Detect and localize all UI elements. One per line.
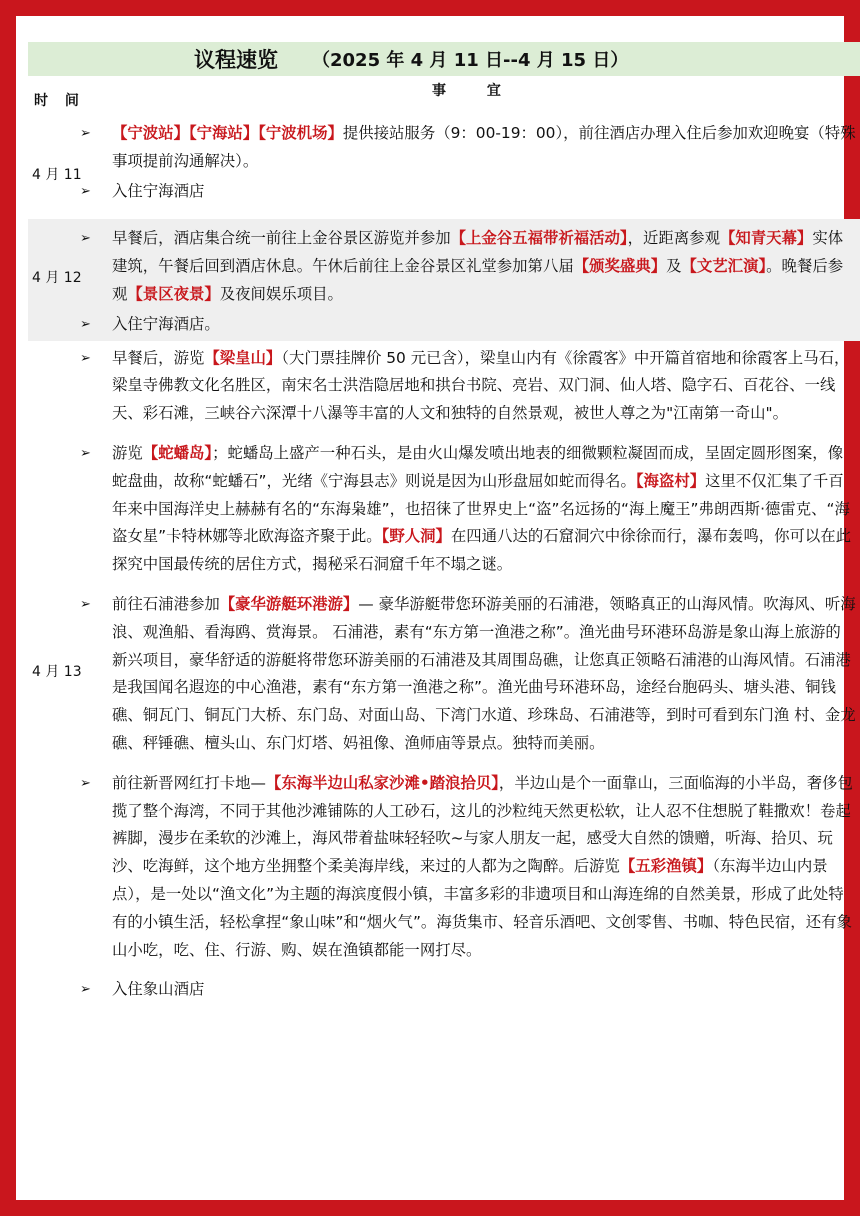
arrow-bullet-icon: ➢ — [80, 445, 91, 461]
item-text — [112, 976, 856, 1004]
title-bar — [28, 42, 860, 76]
plain-text: 提供接站服务（9：00-19：00），前往酒店办理入住后参加欢迎晚宴（特殊事项提前沟通解决）。 — [112, 124, 856, 170]
highlight-text: 【文艺汇演】 — [681, 257, 767, 276]
day-row-2 — [28, 341, 860, 1005]
agenda-item — [28, 770, 860, 965]
arrow-bullet-icon: ➢ — [80, 231, 91, 247]
column-matter-label: 事 宜 — [432, 83, 519, 99]
plain-text: ；蛇蟠岛上盛产一种石头，是由火山爆发喷出地表的细微颗粒凝固而成，呈固定圆形图案，像蛇盘曲，故称“蛇蟠石”，光绪《宁海县志》则说是因为山形盘屈如蛇而得名。 — [112, 443, 844, 490]
highlight-text: 【海盗村】 — [635, 471, 706, 490]
day-date: 4 月 12 — [32, 270, 82, 287]
highlight-text: 【景区夜景】 — [127, 284, 220, 303]
column-time-label: 时 间 — [34, 93, 85, 109]
day-date: 4 月 11 — [32, 167, 82, 183]
column-header — [28, 76, 860, 118]
plain-text: 及夜间娱乐项目。 — [219, 284, 343, 303]
item-text — [112, 440, 856, 579]
highlight-text: 【宁波站】【宁海站】【宁波机场】 — [112, 124, 343, 142]
plain-text: 。晚餐后参观 — [112, 257, 844, 303]
highlight-text: 【豪华游艇环港游】 — [219, 594, 359, 613]
highlight-text: 【上金谷五福带祈福活动】 — [450, 229, 628, 248]
plain-text: 实体建筑，午餐后回到酒店休息。午休后前往上金谷景区礼堂参加第八届 — [112, 229, 844, 276]
arrow-bullet-icon: ➢ — [80, 350, 91, 366]
agenda-item — [28, 311, 860, 339]
highlight-text: 【五彩渔镇】 — [619, 857, 713, 876]
agenda-item — [28, 591, 860, 758]
agenda-document — [28, 42, 860, 1004]
plain-text: 游览 — [112, 443, 143, 462]
plain-text: — 豪华游艇带您环游美丽的石浦港，领略真正的山海风情。吹海风、听海浪、观渔船、看海鸥、赏海景。 石浦港，素有“东方第一渔港之称”。渔光曲号环港环岛游是象山海上旅游的新兴项目，豪华舒适的游艇将带您环游美丽的石浦港及其周围岛礁，让您真正领略石浦港的山海风情。石浦港是我国闻名遐迩的中心渔港，素有“东方第一渔港之称”。渔光曲号环港环岛，途经台胞码头、塘头港、铜钱礁、铜瓦门、铜瓦门大桥、东门岛、对面山岛、下湾门水道、珍珠岛、石浦港等，到时可看到东门渔 村、金龙礁、秤锤礁、檀头山、东门灯塔、妈祖像、渔师庙等景点。独特而美丽。 — [112, 594, 856, 752]
item-text — [112, 770, 856, 965]
agenda-item — [28, 976, 860, 1004]
date-range: （2025 年 4 月 11 日--4 月 15 日） — [312, 50, 629, 71]
page-title: 议程速览 — [194, 48, 278, 72]
agenda-item — [28, 178, 860, 206]
arrow-bullet-icon: ➢ — [80, 982, 91, 998]
plain-text: 及 — [666, 257, 682, 276]
item-text — [112, 225, 856, 308]
plain-text: 入住宁海酒店。 — [112, 314, 220, 333]
plain-text: （东海半边山内景点），是一处以“渔文化”为主题的海滨度假小镇，丰富多彩的非遗项目和山海连绵的自然美景，形成了此处特有的小镇生活，轻松拿捏“象山味”和“烟火气”。海货集市、轻音乐酒吧、文创零售、书咖、特色民宿，还有象山小吃，吃、住、行游、购、娱在渔镇都能一网打尽。 — [112, 857, 852, 959]
plain-text: 早餐后，酒店集合统一前往上金谷景区游览并参加 — [112, 229, 451, 248]
plain-text: ，近距离参观 — [627, 229, 720, 248]
plain-text: 入住宁海酒店 — [112, 181, 205, 200]
arrow-bullet-icon: ➢ — [80, 775, 91, 791]
agenda-item — [28, 120, 860, 176]
plain-text: 早餐后，游览 — [112, 348, 205, 367]
item-text — [112, 120, 856, 176]
day-date: 4 月 13 — [32, 663, 82, 680]
agenda-item — [28, 345, 860, 428]
highlight-text: 【东海半边山私家沙滩•踏浪拾贝】 — [265, 773, 499, 792]
highlight-text: 【蛇蟠岛】 — [142, 443, 213, 462]
plain-text: 入住象山酒店 — [112, 980, 205, 999]
item-text — [112, 178, 856, 206]
arrow-bullet-icon: ➢ — [80, 596, 91, 612]
day-row-0 — [28, 118, 860, 207]
agenda-item — [28, 440, 860, 579]
highlight-text: 【梁皇山】 — [204, 348, 282, 367]
plain-text: （大门票挂牌价 50 元已含），梁皇山内有《徐霞客》中开篇首宿地和徐霞客上马石，梁皇寺佛教文化名胜区，南宋名士洪浩隐居地和拱台书院、亮岩、双门洞、仙人塔、隐字石、百花谷、一线天、彩石滩，三峡谷六深潭十八瀑等丰富的人文和独特的自然景观，被世人尊之为"江南第一奇山"。 — [112, 348, 850, 423]
arrow-bullet-icon: ➢ — [80, 126, 91, 141]
highlight-text: 【野人洞】 — [381, 527, 451, 546]
item-text — [112, 311, 856, 339]
day-row-1 — [28, 219, 860, 340]
arrow-bullet-icon: ➢ — [80, 183, 91, 199]
plain-text: 这里不仅汇集了千百年来中国海洋史上赫赫有名的“东海枭雄”，也招徕了世界史上“盗”名远扬的“海上魔王”弗朗西斯·德雷克、“海盗女星”卡特林娜等北欧海盗齐聚于此。 — [112, 471, 850, 546]
item-text — [112, 345, 856, 428]
highlight-text: 【颁奖盛典】 — [573, 257, 667, 276]
plain-text: 前往新晋网红打卡地— — [112, 773, 266, 792]
highlight-text: 【知青天幕】 — [719, 229, 813, 248]
agenda-item — [28, 225, 860, 308]
plain-text: 前往石浦港参加 — [112, 594, 220, 613]
arrow-bullet-icon: ➢ — [80, 316, 91, 332]
plain-text: 在四通八达的石窟洞穴中徐徐而行，瀑布轰鸣，你可以在此探究中国最传统的居住方式，揭秘采石洞窟千年不塌之谜。 — [112, 527, 852, 574]
plain-text: ，半边山是个一面靠山，三面临海的小半岛，奢侈包揽了整个海湾，不同于其他沙滩铺陈的人工砂石，这儿的沙粒纯天然更松软，让人忍不住想脱了鞋撒欢！卷起裤脚，漫步在柔软的沙滩上，海风带着盐味轻轻吹~与家人朋友一起，感受大自然的馈赠，听海、拾贝、玩沙、吃海鲜，这个地方坐拥整个柔美海岸线，来过的人都为之陶醉。后游览 — [112, 773, 853, 876]
item-text — [112, 591, 856, 758]
